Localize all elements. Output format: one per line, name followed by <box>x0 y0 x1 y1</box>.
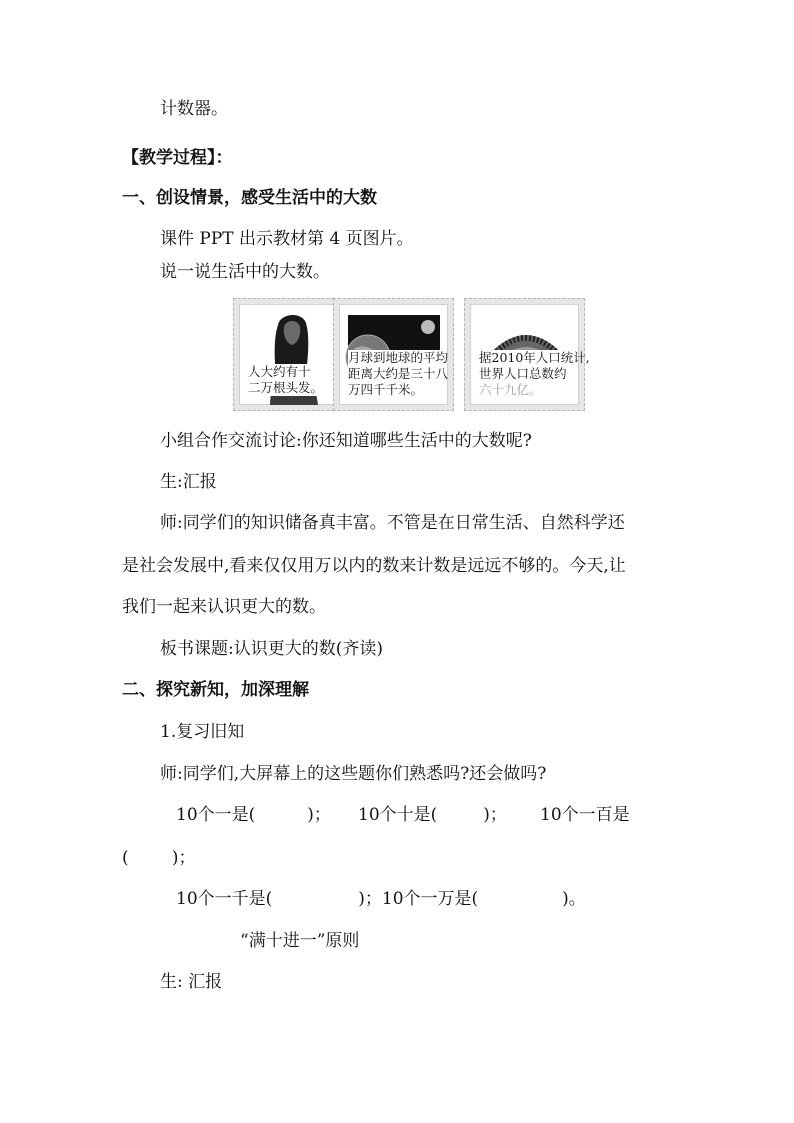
exercise-line-3-end: )。 <box>562 889 586 909</box>
exercise-10-tens: 10个十是( <box>358 805 438 825</box>
paragraph-review: 1.复习旧知 <box>160 722 245 742</box>
exercise-line-2: ( )； <box>122 848 196 868</box>
card-moon-caption-line2: 距离大约是三十八 <box>348 366 449 381</box>
exercise-10-hundreds: 10个一百是 <box>540 805 630 825</box>
exercise-line-3 <box>176 888 586 910</box>
section-heading-1: 一、创设情景，感受生活中的大数 <box>122 188 377 208</box>
card-hair-caption-line1: 人大约有十 <box>248 364 311 379</box>
card-moon-caption-line3: 万四千千米。 <box>348 382 424 397</box>
exercise-line-1b <box>358 804 507 826</box>
exercise-10-ten-thousands: )；10个一万是( <box>358 889 479 909</box>
principle-carry: “满十进一”原则 <box>240 931 360 951</box>
text-counter: 计数器。 <box>160 99 228 119</box>
exercise-10-ones-close: )； <box>307 805 331 825</box>
paragraph-student-report-2: 生: 汇报 <box>160 972 223 992</box>
paragraph-teacher-2: 是社会发展中,看来仅仅用万以内的数来计数是远远不够的。今天,让 <box>122 556 626 576</box>
card-population-caption-line1: 据2010年人口统计, <box>479 350 590 365</box>
paragraph-student-report-1: 生:汇报 <box>160 472 217 492</box>
card-moon-caption-line1: 月球到地球的平均 <box>348 350 449 365</box>
section-heading-teaching-process: 【教学过程】： <box>122 148 233 168</box>
card-population-caption-line2: 世界人口总数约 <box>479 366 567 381</box>
exercise-line-1 <box>176 804 331 826</box>
card-hair-caption-line2: 二万根头发。 <box>248 380 324 395</box>
paragraph-teacher-question: 师:同学们,大屏幕上的这些题你们熟悉吗?还会做吗? <box>160 764 547 784</box>
paragraph-talk: 说一说生活中的大数。 <box>160 262 330 282</box>
exercise-10-ones: 10个一是( <box>176 805 256 825</box>
image-card-moon <box>333 298 454 411</box>
paragraph-teacher-3: 我们一起来认识更大的数。 <box>122 597 326 617</box>
section-heading-2: 二、探究新知，加深理解 <box>122 680 309 700</box>
card-population-caption-line3: 六十九亿。 <box>479 382 542 397</box>
paragraph-group-discussion: 小组合作交流讨论:你还知道哪些生活中的大数呢? <box>160 431 532 451</box>
exercise-10-thousands: 10个一千是( <box>176 889 273 909</box>
paragraph-ppt: 课件 PPT 出示教材第 4 页图片。 <box>160 229 414 249</box>
exercise-10-tens-close: )； <box>483 805 507 825</box>
paragraph-board-title: 板书课题:认识更大的数(齐读) <box>160 639 383 659</box>
image-card-population <box>464 298 590 411</box>
paragraph-teacher-1: 师:同学们的知识储备真丰富。不管是在日常生活、自然科学还 <box>160 513 625 533</box>
